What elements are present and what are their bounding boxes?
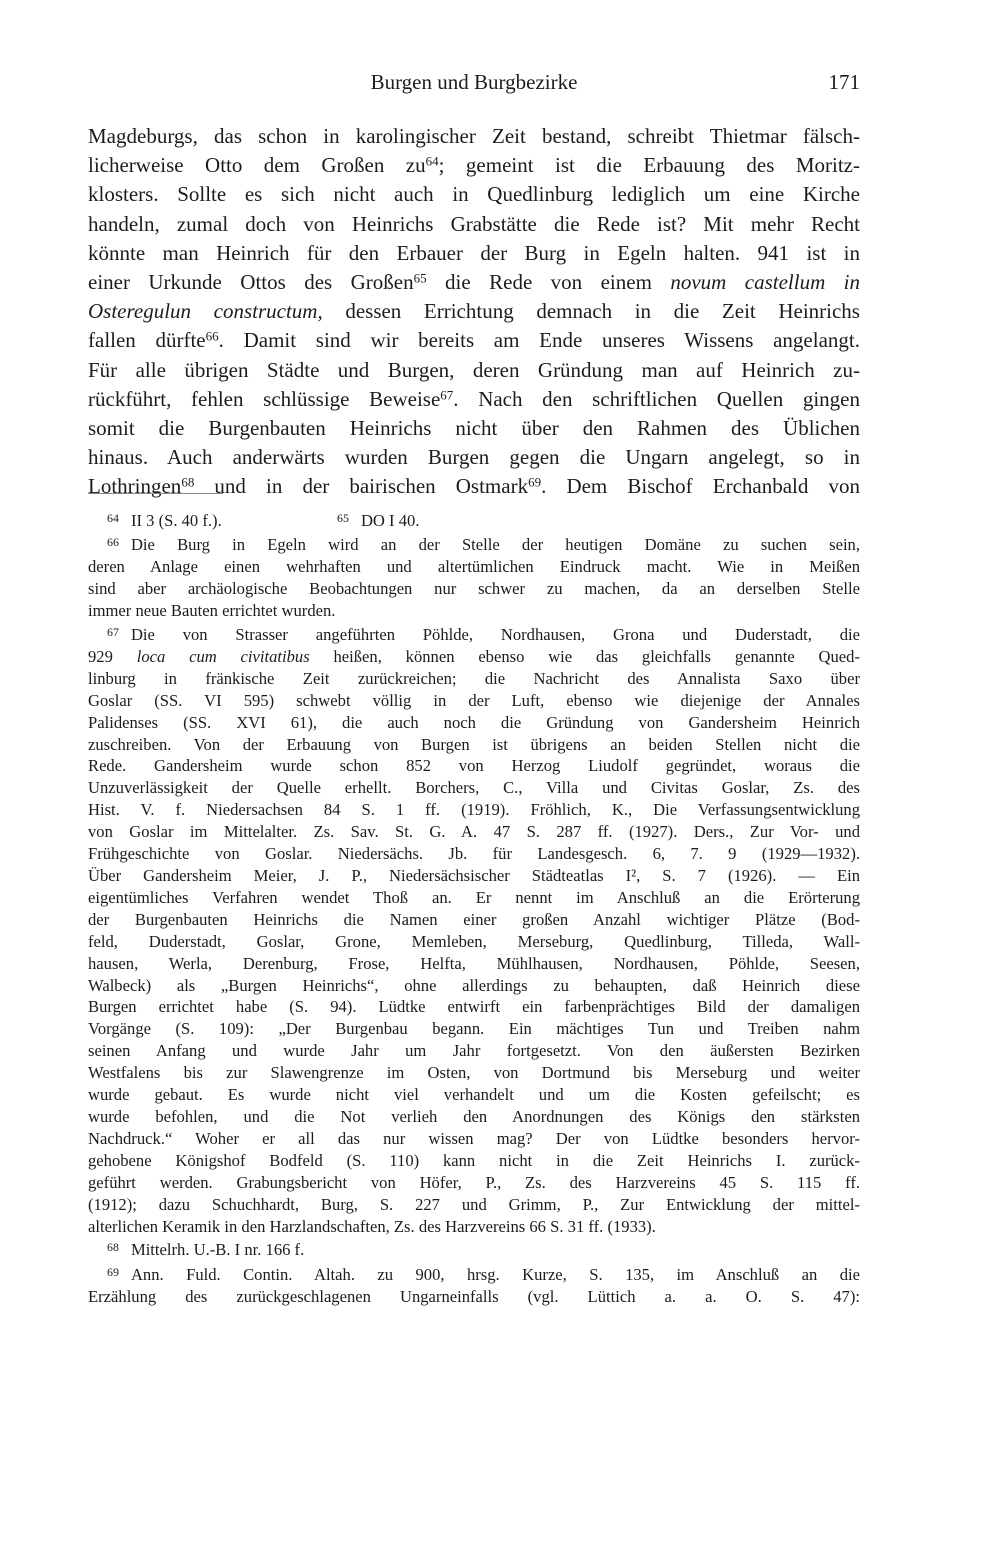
footnote-64-65 (88, 508, 860, 532)
text-line: könnte man Heinrich für den Erbauer der Burg in Egeln halten. 941 ist in (88, 240, 860, 265)
footnote-ref[interactable]: 67 (440, 387, 454, 403)
text-line: einer Urkunde Ottos des Großen$^{65}$ die Rede von einem novum castellum in (88, 270, 860, 295)
running-header (88, 70, 860, 102)
footnote-ref[interactable]: 65 (413, 270, 427, 286)
footnote-67: $^{67}$ Die von Strasser angeführten Pöhlde, Nordhausen, Grona und Duderstadt, die 929 loca cum civitatibus heißen, können ebenso wie das gleichfalls genannte Qued- linburg in fränkische Zeit zurückreichen; die Nachricht des Annalista Saxo über Goslar (SS. VI 595) schwebt völlig in der Luft, ebenso wie diejenige der Annales Palidenses (SS. XVI 61), die auch noch die Gründung von Gandersheim Heinrich zuschreiben. Von der Erbauung von Burgen ist übrigens an beiden Stellen nicht die Rede. Gandersheim wurde schon 852 von Herzog Liudolf gegründet, woraus die Unzuverlässigkeit der Quelle erhellt. Borchers, C., Villa und Civitas Goslar, Zs. des Hist. V. f. Niedersachsen 84 S. 1 ff. (1919). Fröhlich, K., Die Verfassungsentwicklung von Goslar im Mittelalter. Zs. Sav. St. G. A. 47 S. 287 ff. (1927). Ders., Zur Vor- und Frühgeschichte von Goslar. Niedersächs. Jb. für Landesgesch. 6, 7. 9 (1929—1932). Über Gandersheim Meier, J. P., Niedersächsischer Städteatlas I², S. 7 (1926). — Ein eigentümliches Verfahren wendet Thoß an. Er nennt im Anschluß an die Erörterung der Burgenbauten Heinrichs die Namen einer großen Anzahl wichtiger Plätze (Bod- feld, Duderstadt, Goslar, Grone, Memleben, Merseburg, Quedlinburg, Tilleda, Wall- hausen, Werla, Derenburg, Frose, Helfta, Mühlhausen, Nordhausen, Pöhlde, Seesen, Walbeck) als „Burgen Heinrichs“, ohne allerdings zu behaupten, daß Heinrich diese Burgen errichtet habe (S. 94). Lüdtke entwirft ein farbenprächtiges Bild der damaligen Vorgänge (S. 109): „Der Burgenbau begann. Ein mächtiges Tun und Treiben nahm seinen Anfang und wurde Jahr um Jahr fortgesetzt. Von den äußersten Bezirken Westfalens bis zur Slawengrenze im Osten, von Dortmund bis Merseburg und weiter wurde gebaut. Es wurde nicht viel verhandelt und um die Kosten gefeilscht; es wurde befohlen, und die Not verlieh den Anordnungen des Königs den stärksten Nachdruck.“ Woher er all das nur wissen mag? Der von Lüdtke besonders hervor- gehobene Königshof Bodfeld (S. 110) kann nicht in die Zeit Heinrichs I. zurück- geführt werden. Grabungsbericht von Höfer, P., Zs. des Harzvereins 45 S. 115 ff. (1912); dazu Schuchhardt, Burg, S. 227 und Grimm, P., Zur Entwicklung der mittel- alterlichen Keramik in den Harzlandschaften, Zs. des Harzvereins 66 S. 31 ff. (1933). (88, 624, 860, 1236)
footnote-64: $^{64}$ II 3 (S. 40 f.). (107, 511, 222, 531)
running-title: Burgen und Burgbezirke (370, 70, 578, 94)
footnote-ref[interactable]: 64 (425, 153, 439, 169)
footnote-65: $^{65}$ DO I 40. (337, 511, 420, 531)
main-text (88, 122, 860, 502)
text-line: handeln, zumal doch von Heinrichs Grabstätte die Rede ist? Mit mehr Recht (88, 211, 860, 236)
footnote-66: $^{66}$ Die Burg in Egeln wird an der Stelle der heutigen Domäne zu suchen sein, deren Anlage einen wehrhaften und altertümlichen Eindruck macht. Wie in Meißen sind aber archäologische Beobachtungen nur schwer zu machen, da an derselben Stelle immer neue Bauten errichtet wurden. (88, 535, 860, 620)
text-line: rückführt, fehlen schlüssige Beweise$^{67}$. Nach den schriftlichen Quellen gingen (88, 386, 861, 411)
text-line: Osteregulun constructum, dessen Errichtung demnach in die Zeit Heinrichs (88, 299, 860, 324)
footnote-ref[interactable]: 68 (181, 474, 195, 490)
text-line: Magdeburgs, das schon in karolingischer Zeit bestand, schreibt Thietmar fälsch- (88, 124, 860, 148)
text-line: hinaus. Auch anderwärts wurden Burgen gegen die Ungarn angelegt, so in (88, 445, 860, 470)
footnotes (88, 508, 860, 1307)
text-line: klosters. Sollte es sich nicht auch in Quedlinburg lediglich um eine Kirche (88, 182, 860, 207)
footnote-divider (88, 493, 223, 494)
page-number: 171 (828, 70, 860, 94)
footnote-ref[interactable]: 69 (528, 474, 542, 490)
text-line: Lothringen$^{68}$ und in der bairischen Ostmark$^{69}$. Dem Bischof Erchanbald von (88, 474, 860, 499)
text-line: somit die Burgenbauten Heinrichs nicht über den Rahmen des Üblichen (88, 416, 860, 441)
footnote-68: $^{68}$ Mittelrh. U.-B. I nr. 166 f. (107, 1240, 305, 1260)
text-line: licherweise Otto dem Großen $zu^{64}$; gemeint ist die Erbauung des Moritz- (88, 153, 860, 178)
footnote-ref[interactable]: 66 (205, 328, 219, 344)
text-line: Für alle übrigen Städte und Burgen, deren Gründung man auf Heinrich zu- (88, 357, 860, 382)
footnote-69: $^{69}$ Ann. Fuld. Contin. Altah. zu 900, hrsg. Kurze, S. 135, im Anschluß an die Erzählung des zurückgeschlagenen Ungarneinfalls (vgl. Lüttich a. a. O. S. 47): (88, 1264, 860, 1306)
text-line: fallen dürfte$^{66}$. Damit sind wir bereits am Ende unseres Wissens angelangt. (88, 328, 860, 353)
